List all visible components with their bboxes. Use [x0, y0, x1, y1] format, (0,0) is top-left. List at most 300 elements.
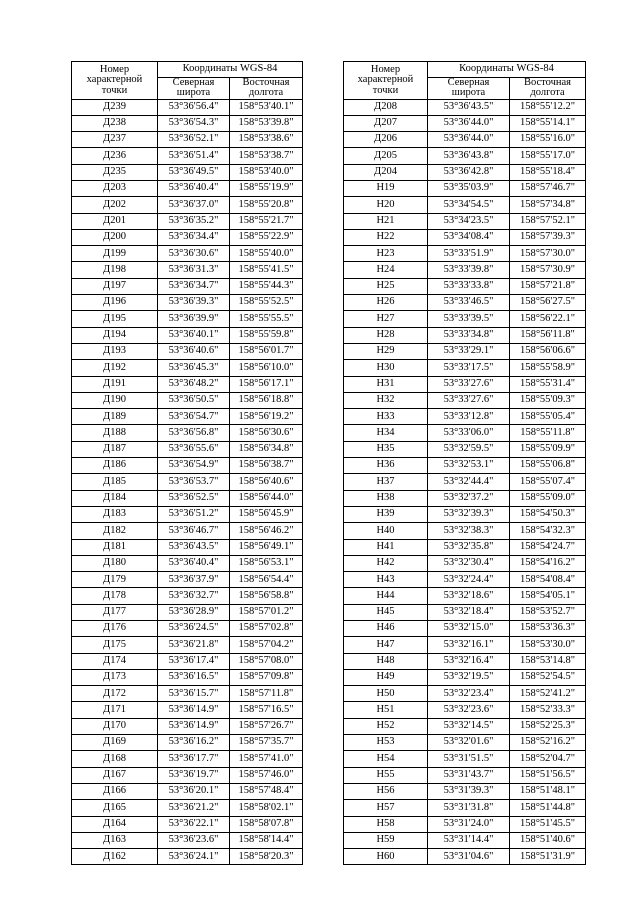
longitude-cell: 158°56'34.8"	[230, 441, 303, 457]
longitude-cell: 158°57'48.4"	[230, 783, 303, 799]
point-id-cell: Д194	[72, 327, 158, 343]
longitude-cell: 158°53'40.0"	[230, 164, 303, 180]
point-id-cell: Д181	[72, 539, 158, 555]
header-line: долгота	[248, 87, 284, 98]
table-row	[72, 604, 303, 620]
latitude-cell: 53°32'14.5"	[428, 718, 510, 734]
header-latitude	[158, 77, 230, 99]
table-row	[344, 718, 586, 734]
point-id-cell: Д174	[72, 653, 158, 669]
latitude-cell: 53°33'27.6"	[428, 376, 510, 392]
longitude-cell: 158°58'14.4"	[230, 832, 303, 848]
longitude-cell: 158°55'05.4"	[510, 409, 586, 425]
table-row	[72, 767, 303, 783]
longitude-cell: 158°57'26.7"	[230, 718, 303, 734]
point-id-cell: Д170	[72, 718, 158, 734]
longitude-cell: 158°57'41.0"	[230, 751, 303, 767]
table-row	[72, 490, 303, 506]
table-row	[344, 523, 586, 539]
longitude-cell: 158°51'40.6"	[510, 832, 586, 848]
table-row	[72, 800, 303, 816]
longitude-cell: 158°55'58.9"	[510, 360, 586, 376]
table-row	[72, 376, 303, 392]
point-id-cell: Д165	[72, 800, 158, 816]
point-id-cell: Д200	[72, 229, 158, 245]
point-id-cell: Н42	[344, 555, 428, 571]
latitude-cell: 53°31'24.0"	[428, 816, 510, 832]
point-id-cell: Д167	[72, 767, 158, 783]
longitude-cell: 158°55'19.9"	[230, 180, 303, 196]
point-id-cell: Д163	[72, 832, 158, 848]
point-id-cell: Н56	[344, 783, 428, 799]
latitude-cell: 53°32'44.4"	[428, 474, 510, 490]
table-row	[72, 213, 303, 229]
table-row	[344, 213, 586, 229]
table-row	[344, 816, 586, 832]
point-id-cell: Д206	[344, 132, 428, 148]
point-id-cell: Д236	[72, 148, 158, 164]
table-row	[72, 539, 303, 555]
point-id-cell: Н55	[344, 767, 428, 783]
point-id-cell: Н30	[344, 360, 428, 376]
table-row	[72, 425, 303, 441]
latitude-cell: 53°36'14.9"	[158, 718, 230, 734]
table-row	[344, 148, 586, 164]
longitude-cell: 158°57'30.0"	[510, 246, 586, 262]
longitude-cell: 158°53'38.7"	[230, 148, 303, 164]
point-id-cell: Н20	[344, 197, 428, 213]
latitude-cell: 53°36'40.4"	[158, 555, 230, 571]
table-row	[72, 262, 303, 278]
longitude-cell: 158°56'19.2"	[230, 409, 303, 425]
longitude-cell: 158°56'45.9"	[230, 506, 303, 522]
longitude-cell: 158°57'11.8"	[230, 686, 303, 702]
table-row	[72, 832, 303, 848]
table-row	[72, 278, 303, 294]
point-id-cell: Н23	[344, 246, 428, 262]
longitude-cell: 158°55'41.5"	[230, 262, 303, 278]
table-row	[344, 588, 586, 604]
table-row	[344, 295, 586, 311]
longitude-cell: 158°55'12.2"	[510, 99, 586, 115]
point-id-cell: Н37	[344, 474, 428, 490]
header-line: характерной	[86, 74, 143, 85]
latitude-cell: 53°36'24.5"	[158, 621, 230, 637]
latitude-cell: 53°36'44.0"	[428, 115, 510, 131]
latitude-cell: 53°33'17.5"	[428, 360, 510, 376]
longitude-cell: 158°55'09.9"	[510, 441, 586, 457]
latitude-cell: 53°36'45.3"	[158, 360, 230, 376]
latitude-cell: 53°32'16.4"	[428, 653, 510, 669]
table-row	[344, 621, 586, 637]
table-row	[344, 311, 586, 327]
longitude-cell: 158°57'52.1"	[510, 213, 586, 229]
table-row	[72, 783, 303, 799]
latitude-cell: 53°36'52.1"	[158, 132, 230, 148]
latitude-cell: 53°36'16.2"	[158, 735, 230, 751]
longitude-cell: 158°57'39.3"	[510, 229, 586, 245]
latitude-cell: 53°36'39.3"	[158, 295, 230, 311]
longitude-cell: 158°56'53.1"	[230, 555, 303, 571]
table-row	[344, 490, 586, 506]
longitude-cell: 158°55'59.8"	[230, 327, 303, 343]
table-row	[344, 539, 586, 555]
latitude-cell: 53°31'51.5"	[428, 751, 510, 767]
latitude-cell: 53°32'37.2"	[428, 490, 510, 506]
point-id-cell: Д177	[72, 604, 158, 620]
table-row	[72, 295, 303, 311]
longitude-cell: 158°52'04.7"	[510, 751, 586, 767]
longitude-cell: 158°56'49.1"	[230, 539, 303, 555]
latitude-cell: 53°36'30.6"	[158, 246, 230, 262]
table-row	[72, 735, 303, 751]
point-id-cell: Н47	[344, 637, 428, 653]
longitude-cell: 158°58'02.1"	[230, 800, 303, 816]
longitude-cell: 158°54'32.3"	[510, 523, 586, 539]
point-id-cell: Н43	[344, 572, 428, 588]
point-id-cell: Н57	[344, 800, 428, 816]
longitude-cell: 158°54'24.7"	[510, 539, 586, 555]
table-row	[72, 99, 303, 115]
table-row	[72, 392, 303, 408]
table-row	[344, 735, 586, 751]
table-row	[344, 637, 586, 653]
table-row	[72, 523, 303, 539]
table-row	[344, 343, 586, 359]
latitude-cell: 53°36'56.8"	[158, 425, 230, 441]
table-row	[344, 751, 586, 767]
latitude-cell: 53°32'30.4"	[428, 555, 510, 571]
latitude-cell: 53°32'53.1"	[428, 458, 510, 474]
longitude-cell: 158°56'06.6"	[510, 343, 586, 359]
table-row	[344, 246, 586, 262]
point-id-cell: Н19	[344, 180, 428, 196]
longitude-cell: 158°56'44.0"	[230, 490, 303, 506]
point-id-cell: Д185	[72, 474, 158, 490]
longitude-cell: 158°55'18.4"	[510, 164, 586, 180]
latitude-cell: 53°36'17.4"	[158, 653, 230, 669]
table-row	[72, 849, 303, 865]
table-row	[344, 702, 586, 718]
latitude-cell: 53°36'24.1"	[158, 849, 230, 865]
point-id-cell: Н40	[344, 523, 428, 539]
point-id-cell: Д204	[344, 164, 428, 180]
longitude-cell: 158°55'22.9"	[230, 229, 303, 245]
latitude-cell: 53°36'16.5"	[158, 669, 230, 685]
point-id-cell: Д196	[72, 295, 158, 311]
table-row	[344, 669, 586, 685]
header-point-number	[344, 62, 428, 100]
point-id-cell: Д187	[72, 441, 158, 457]
longitude-cell: 158°56'18.8"	[230, 392, 303, 408]
table-row	[72, 621, 303, 637]
table-row	[72, 246, 303, 262]
table-row	[72, 409, 303, 425]
latitude-cell: 53°36'17.7"	[158, 751, 230, 767]
point-id-cell: Н28	[344, 327, 428, 343]
longitude-cell: 158°51'45.5"	[510, 816, 586, 832]
table-row	[72, 360, 303, 376]
latitude-cell: 53°31'39.3"	[428, 783, 510, 799]
table-row	[344, 180, 586, 196]
longitude-cell: 158°55'17.0"	[510, 148, 586, 164]
table-row	[344, 783, 586, 799]
point-id-cell: Н58	[344, 816, 428, 832]
table-row	[72, 686, 303, 702]
point-id-cell: Д172	[72, 686, 158, 702]
latitude-cell: 53°36'51.2"	[158, 506, 230, 522]
point-id-cell: Д201	[72, 213, 158, 229]
table-row	[344, 132, 586, 148]
table-row	[344, 262, 586, 278]
point-id-cell: Д191	[72, 376, 158, 392]
table-row	[72, 637, 303, 653]
latitude-cell: 53°36'46.7"	[158, 523, 230, 539]
point-id-cell: Н35	[344, 441, 428, 457]
table-row	[72, 653, 303, 669]
table-row	[344, 425, 586, 441]
table-row	[72, 588, 303, 604]
table-row	[344, 409, 586, 425]
longitude-cell: 158°55'14.1"	[510, 115, 586, 131]
point-id-cell: Д193	[72, 343, 158, 359]
point-id-cell: Н34	[344, 425, 428, 441]
latitude-cell: 53°34'08.4"	[428, 229, 510, 245]
latitude-cell: 53°36'20.1"	[158, 783, 230, 799]
latitude-cell: 53°32'39.3"	[428, 506, 510, 522]
latitude-cell: 53°36'39.9"	[158, 311, 230, 327]
longitude-cell: 158°56'10.0"	[230, 360, 303, 376]
latitude-cell: 53°36'44.0"	[428, 132, 510, 148]
longitude-cell: 158°53'52.7"	[510, 604, 586, 620]
header-line: долгота	[530, 87, 565, 98]
longitude-cell: 158°56'22.1"	[510, 311, 586, 327]
header-line: Номер	[99, 63, 130, 75]
point-id-cell: Д176	[72, 621, 158, 637]
point-id-cell: Д205	[344, 148, 428, 164]
table-row	[344, 572, 586, 588]
longitude-cell: 158°55'52.5"	[230, 295, 303, 311]
longitude-cell: 158°57'34.8"	[510, 197, 586, 213]
table-body	[72, 99, 303, 865]
table-row	[344, 376, 586, 392]
latitude-cell: 53°36'56.4"	[158, 99, 230, 115]
table-row	[72, 458, 303, 474]
latitude-cell: 53°34'23.5"	[428, 213, 510, 229]
table-row	[72, 311, 303, 327]
longitude-cell: 158°57'02.8"	[230, 621, 303, 637]
table-row	[72, 343, 303, 359]
table-row	[344, 686, 586, 702]
table-row	[344, 604, 586, 620]
latitude-cell: 53°36'43.5"	[428, 99, 510, 115]
longitude-cell: 158°52'25.3"	[510, 718, 586, 734]
latitude-cell: 53°36'19.7"	[158, 767, 230, 783]
longitude-cell: 158°55'06.8"	[510, 458, 586, 474]
longitude-cell: 158°56'17.1"	[230, 376, 303, 392]
latitude-cell: 53°36'21.8"	[158, 637, 230, 653]
header-line: Восточная	[524, 77, 571, 88]
table-row	[344, 392, 586, 408]
header-point-number	[72, 62, 158, 100]
latitude-cell: 53°36'34.4"	[158, 229, 230, 245]
point-id-cell: Д192	[72, 360, 158, 376]
latitude-cell: 53°33'33.8"	[428, 278, 510, 294]
header-coordinates: Координаты WGS-84	[158, 62, 303, 78]
latitude-cell: 53°36'51.4"	[158, 148, 230, 164]
table-row	[344, 458, 586, 474]
longitude-cell: 158°57'30.9"	[510, 262, 586, 278]
point-id-cell: Н52	[344, 718, 428, 734]
table-row	[72, 164, 303, 180]
point-id-cell: Н44	[344, 588, 428, 604]
point-id-cell: Д202	[72, 197, 158, 213]
longitude-cell: 158°57'04.2"	[230, 637, 303, 653]
point-id-cell: Н22	[344, 229, 428, 245]
point-id-cell: Д182	[72, 523, 158, 539]
latitude-cell: 53°36'14.9"	[158, 702, 230, 718]
table-row	[72, 180, 303, 196]
latitude-cell: 53°36'42.8"	[428, 164, 510, 180]
point-id-cell: Д179	[72, 572, 158, 588]
latitude-cell: 53°33'06.0"	[428, 425, 510, 441]
header-longitude	[510, 77, 586, 99]
header-coordinates: Координаты WGS-84	[428, 62, 586, 78]
longitude-cell: 158°51'31.9"	[510, 849, 586, 865]
coordinates-table-left	[71, 61, 303, 865]
point-id-cell: Н45	[344, 604, 428, 620]
point-id-cell: Н54	[344, 751, 428, 767]
point-id-cell: Н41	[344, 539, 428, 555]
latitude-cell: 53°32'16.1"	[428, 637, 510, 653]
latitude-cell: 53°36'54.3"	[158, 115, 230, 131]
point-id-cell: Д175	[72, 637, 158, 653]
longitude-cell: 158°56'58.8"	[230, 588, 303, 604]
table-row	[344, 197, 586, 213]
header-line: характерной	[357, 74, 414, 85]
point-id-cell: Д168	[72, 751, 158, 767]
table-row	[72, 751, 303, 767]
latitude-cell: 53°36'34.7"	[158, 278, 230, 294]
point-id-cell: Д198	[72, 262, 158, 278]
table-row	[72, 718, 303, 734]
header-line: Северная	[172, 77, 215, 88]
longitude-cell: 158°56'27.5"	[510, 295, 586, 311]
table-row	[344, 474, 586, 490]
point-id-cell: Н51	[344, 702, 428, 718]
point-id-cell: Н29	[344, 343, 428, 359]
point-id-cell: Н36	[344, 458, 428, 474]
point-id-cell: Д173	[72, 669, 158, 685]
point-id-cell: Н25	[344, 278, 428, 294]
longitude-cell: 158°57'46.0"	[230, 767, 303, 783]
point-id-cell: Д207	[344, 115, 428, 131]
table-row	[72, 816, 303, 832]
longitude-cell: 158°54'08.4"	[510, 572, 586, 588]
latitude-cell: 53°36'49.5"	[158, 164, 230, 180]
point-id-cell: Д171	[72, 702, 158, 718]
latitude-cell: 53°36'23.6"	[158, 832, 230, 848]
point-id-cell: Н38	[344, 490, 428, 506]
table-row	[344, 653, 586, 669]
longitude-cell: 158°54'05.1"	[510, 588, 586, 604]
table-row	[344, 164, 586, 180]
latitude-cell: 53°32'18.6"	[428, 588, 510, 604]
point-id-cell: Д180	[72, 555, 158, 571]
longitude-cell: 158°55'21.7"	[230, 213, 303, 229]
longitude-cell: 158°51'44.8"	[510, 800, 586, 816]
point-id-cell: Д169	[72, 735, 158, 751]
longitude-cell: 158°53'30.0"	[510, 637, 586, 653]
longitude-cell: 158°53'38.6"	[230, 132, 303, 148]
table-row	[344, 767, 586, 783]
table-row	[72, 115, 303, 131]
point-id-cell: Д166	[72, 783, 158, 799]
point-id-cell: Н60	[344, 849, 428, 865]
latitude-cell: 53°33'34.8"	[428, 327, 510, 343]
table-row	[72, 669, 303, 685]
point-id-cell: Н49	[344, 669, 428, 685]
coordinates-table-right	[343, 61, 586, 865]
longitude-cell: 158°55'16.0"	[510, 132, 586, 148]
latitude-cell: 53°31'43.7"	[428, 767, 510, 783]
point-id-cell: Д239	[72, 99, 158, 115]
point-id-cell: Д195	[72, 311, 158, 327]
table-row	[72, 506, 303, 522]
point-id-cell: Д188	[72, 425, 158, 441]
point-id-cell: Н50	[344, 686, 428, 702]
header-line: точки	[101, 84, 128, 96]
point-id-cell: Н31	[344, 376, 428, 392]
latitude-cell: 53°36'37.0"	[158, 197, 230, 213]
longitude-cell: 158°55'09.0"	[510, 490, 586, 506]
longitude-cell: 158°56'40.6"	[230, 474, 303, 490]
table-row	[344, 849, 586, 865]
latitude-cell: 53°36'50.5"	[158, 392, 230, 408]
latitude-cell: 53°35'03.9"	[428, 180, 510, 196]
latitude-cell: 53°31'31.8"	[428, 800, 510, 816]
longitude-cell: 158°55'09.3"	[510, 392, 586, 408]
latitude-cell: 53°36'55.6"	[158, 441, 230, 457]
latitude-cell: 53°32'35.8"	[428, 539, 510, 555]
point-id-cell: Д238	[72, 115, 158, 131]
latitude-cell: 53°36'40.6"	[158, 343, 230, 359]
latitude-cell: 53°31'04.6"	[428, 849, 510, 865]
latitude-cell: 53°31'14.4"	[428, 832, 510, 848]
header-line: Номер	[370, 63, 401, 75]
longitude-cell: 158°55'55.5"	[230, 311, 303, 327]
point-id-cell: Д189	[72, 409, 158, 425]
latitude-cell: 53°32'19.5"	[428, 669, 510, 685]
latitude-cell: 53°33'51.9"	[428, 246, 510, 262]
table-row	[72, 197, 303, 213]
point-id-cell: Н21	[344, 213, 428, 229]
latitude-cell: 53°36'54.7"	[158, 409, 230, 425]
point-id-cell: Д203	[72, 180, 158, 196]
header-line: точки	[372, 84, 399, 96]
table-row	[72, 474, 303, 490]
header-line: Северная	[447, 77, 490, 88]
longitude-cell: 158°57'01.2"	[230, 604, 303, 620]
point-id-cell: Д186	[72, 458, 158, 474]
longitude-cell: 158°51'48.1"	[510, 783, 586, 799]
longitude-cell: 158°58'07.8"	[230, 816, 303, 832]
table-row	[344, 441, 586, 457]
table-row	[72, 555, 303, 571]
table-row	[344, 555, 586, 571]
table-row	[72, 327, 303, 343]
point-id-cell: Н32	[344, 392, 428, 408]
